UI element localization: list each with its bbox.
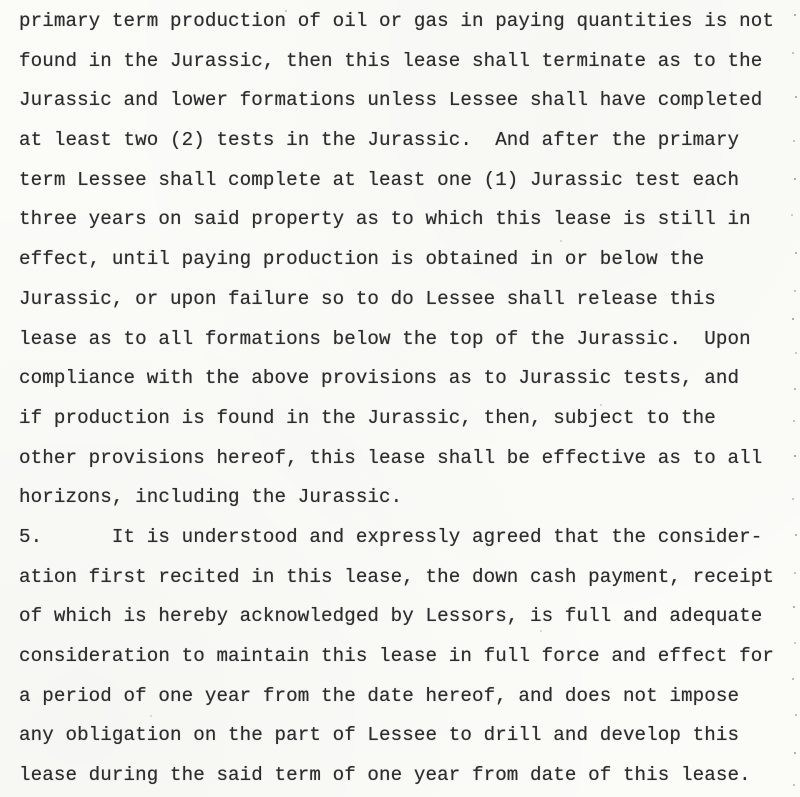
- text-line: Jurassic and lower formations unless Lessee shall have completed: [19, 89, 763, 112]
- text-line: three years on said property as to which this lease is still in: [19, 208, 751, 231]
- text-line: primary term production of oil or gas in paying quantities is not: [19, 10, 774, 32]
- text-line: other provisions hereof, this lease shall be effective as to all: [19, 446, 763, 469]
- text-line: found in the Jurassic, then this lease shall terminate as to the: [19, 49, 763, 72]
- text-line: a period of one year from the date hereof, and does not impose: [19, 684, 740, 707]
- text-line: lease as to all formations below the top of the Jurassic. Upon: [19, 327, 751, 350]
- text-line: effect, until paying production is obtained in or below the: [19, 248, 705, 271]
- text-line: Jurassic, or upon failure so to do Lessee shall release this: [19, 287, 716, 310]
- text-line: at least two (2) tests in the Jurassic. And after the primary: [19, 129, 740, 152]
- text-line: horizons, including the Jurassic.: [19, 486, 403, 509]
- text-line: compliance with the above provisions as to Jurassic tests, and: [19, 367, 740, 390]
- text-line: if production is found in the Jurassic, then, subject to the: [19, 406, 716, 429]
- text-line: term Lessee shall complete at least one (1) Jurassic test each: [19, 168, 740, 191]
- text-line: ation first recited in this lease, the down cash payment, receipt: [19, 565, 774, 588]
- text-line: consideration to maintain this lease in full force and effect for: [19, 645, 774, 667]
- text-line: of which is hereby acknowledged by Lessors, is full and adequate: [19, 605, 763, 628]
- text-line: any obligation on the part of Lessee to drill and develop this: [19, 724, 740, 747]
- scan-edge-artifacts: [794, 0, 796, 2]
- text-line: lease during the said term of one year from date of this lease.: [19, 764, 751, 787]
- scan-noise-specks: [0, 0, 2, 2]
- paragraph-5-start-line: 5. It is understood and expressly agreed that the consider-: [19, 525, 763, 548]
